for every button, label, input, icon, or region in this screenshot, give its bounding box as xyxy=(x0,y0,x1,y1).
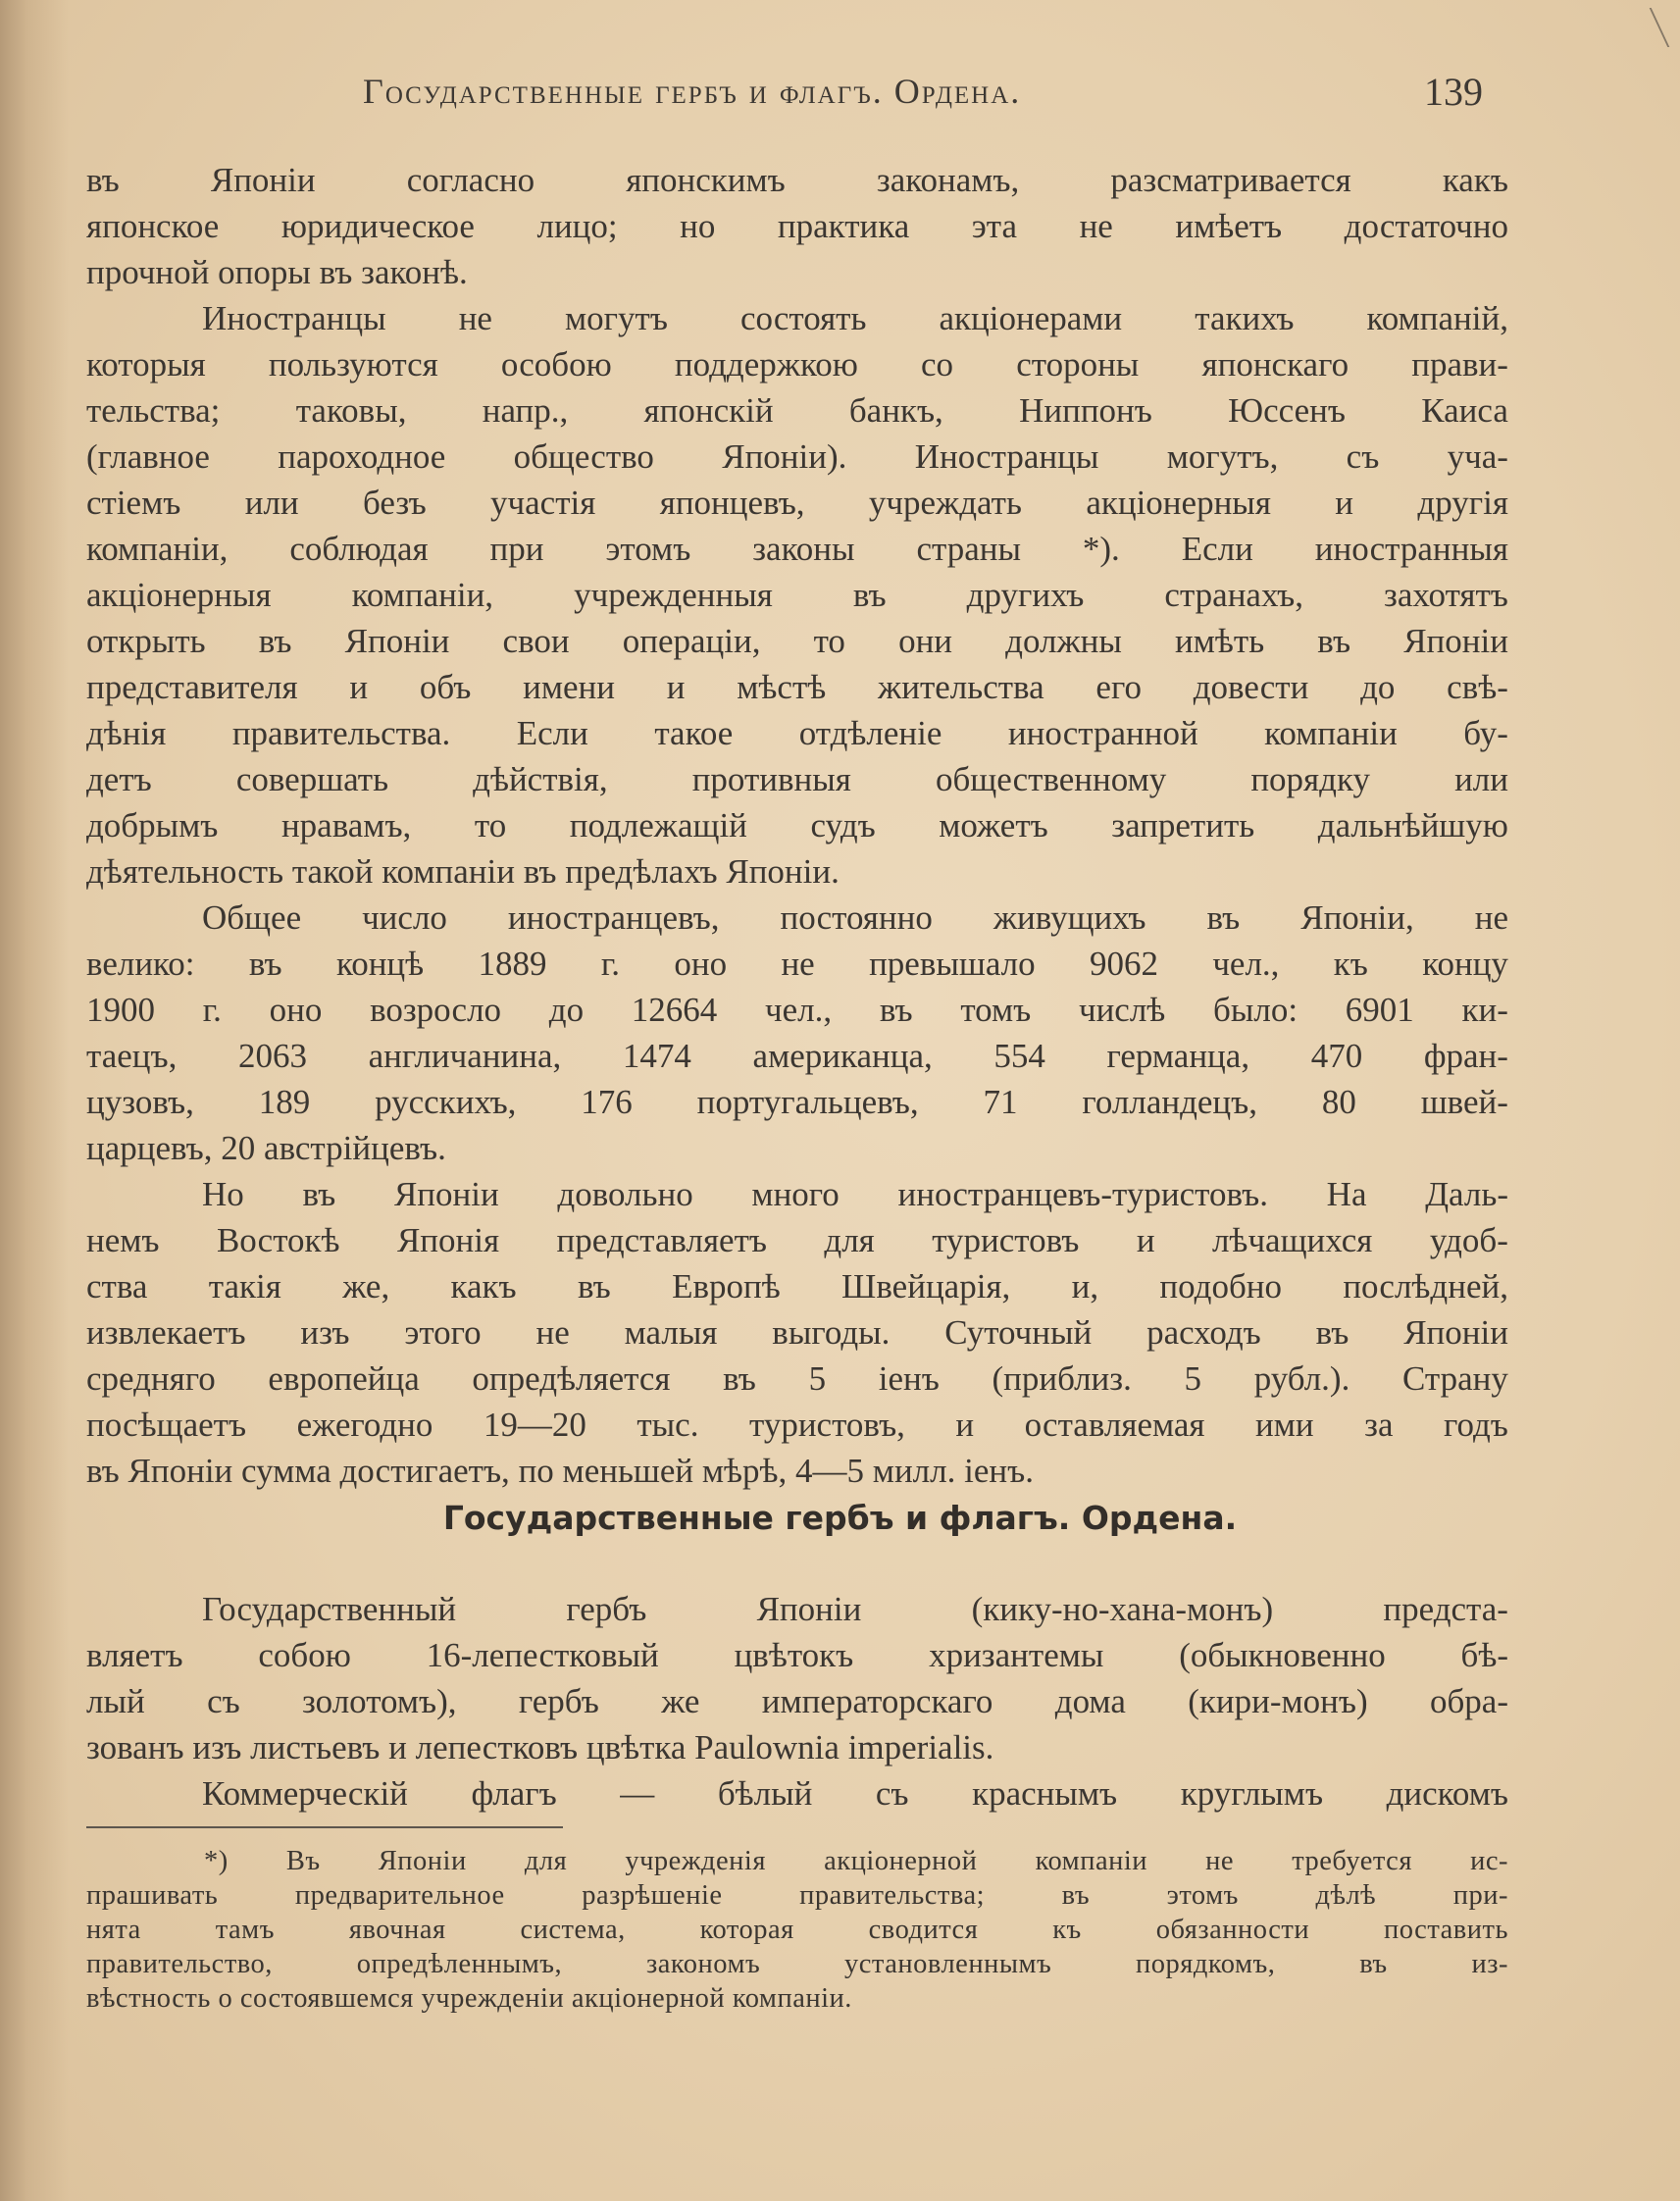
page-number: 139 xyxy=(1424,70,1483,114)
text-line: таецъ, 2063 англичанина, 1474 американца, 554 германца, 470 фран- xyxy=(86,1037,1508,1075)
text-line: велико: въ концѣ 1889 г. оно не превышало 9062 чел., къ концу xyxy=(86,945,1508,983)
text-line: лый съ золотомъ), гербъ же императорскаго дома (кири-монъ) обра- xyxy=(86,1682,1508,1720)
text-line: *) Въ Японіи для учрежденія акціонерной компаніи не требуется ис- xyxy=(204,1846,1508,1876)
text-line: Коммерческій флагъ — бѣлый съ краснымъ круглымъ дискомъ xyxy=(202,1774,1508,1813)
text-line: вѣстность о состоявшемся учрежденіи акціонерной компаніи. xyxy=(86,1983,852,2014)
text-line: прашивать предварительное разрѣшеніе правительства; въ этомъ дѣлѣ при- xyxy=(86,1880,1508,1911)
footnote xyxy=(86,1844,1508,2016)
text-line: стіемъ или безъ участія японцевъ, учреждать акціонерныя и другія xyxy=(86,484,1508,522)
text-line: которыя пользуются особою поддержкою со стороны японскаго прави- xyxy=(86,345,1508,384)
body-text xyxy=(86,157,1508,1494)
gutter-shadow xyxy=(0,0,69,2201)
text-line: цузовъ, 189 русскихъ, 176 португальцевъ, 71 голландецъ, 80 швей- xyxy=(86,1083,1508,1121)
text-line: прочной опоры въ законѣ. xyxy=(86,253,468,291)
footnote-rule xyxy=(86,1826,563,1828)
text-line: (главное пароходное общество Японіи). Иностранцы могутъ, съ уча- xyxy=(86,437,1508,476)
text-line: добрымъ нравамъ, то подлежащій судъ можетъ запретить дальнѣйшую xyxy=(86,806,1508,845)
text-line: въ Японіи согласно японскимъ законамъ, разсматривается какъ xyxy=(86,161,1508,199)
text-line: посѣщаетъ ежегодно 19—20 тыс. туристовъ, и оставляемая ими за годъ xyxy=(86,1406,1508,1444)
text-line: зованъ изъ листьевъ и лепестковъ цвѣтка Paulownia imperialis. xyxy=(86,1728,994,1766)
text-line: Иностранцы не могутъ состоять акціонерами такихъ компаній, xyxy=(202,299,1508,337)
text-line: Общее число иностранцевъ, постоянно живущихъ въ Японіи, не xyxy=(202,898,1508,937)
text-line: вляетъ собою 16-лепестковый цвѣтокъ хризантемы (обыкновенно бѣ- xyxy=(86,1636,1508,1674)
text-line: Государственный гербъ Японіи (кику-но-хана-монъ) предста- xyxy=(202,1590,1508,1628)
section-text xyxy=(86,1586,1508,1817)
text-line: Но въ Японіи довольно много иностранцевъ-туристовъ. На Даль- xyxy=(202,1175,1508,1213)
text-line: тельства; таковы, напр., японскій банкъ, Ниппонъ Юссенъ Каиса xyxy=(86,391,1508,430)
text-line: извлекаетъ изъ этого не малыя выгоды. Суточный расходъ въ Японіи xyxy=(86,1313,1508,1352)
text-line: нята тамъ явочная система, которая сводится къ обязанности поставить xyxy=(86,1915,1508,1945)
section-heading: Государственные гербъ и флагъ. Ордена. xyxy=(442,1499,1238,1537)
text-line: 1900 г. оно возросло до 12664 чел., въ томъ числѣ было: 6901 ки- xyxy=(86,991,1508,1029)
text-line: средняго европейца опредѣляется въ 5 іенъ (приблиз. 5 рубл.). Страну xyxy=(86,1359,1508,1398)
text-line: представителя и объ имени и мѣстѣ жительства его довести до свѣ- xyxy=(86,668,1508,706)
text-line: царцевъ, 20 австрійцевъ. xyxy=(86,1129,446,1167)
text-line: въ Японіи сумма достигаетъ, по меньшей мѣрѣ, 4—5 милл. іенъ. xyxy=(86,1452,1034,1490)
text-line: японское юридическое лицо; но практика эта не имѣетъ достаточно xyxy=(86,207,1508,245)
running-title: Государственные гербъ и флагъ. Ордена. xyxy=(363,72,1022,111)
text-line: открыть въ Японіи свои операціи, то они должны имѣть въ Японіи xyxy=(86,622,1508,660)
text-line: детъ совершать дѣйствія, противныя общественному порядку или xyxy=(86,760,1508,798)
corner-mark xyxy=(1650,8,1680,47)
text-line: дѣятельность такой компаніи въ предѣлахъ Японіи. xyxy=(86,852,840,891)
text-line: дѣнія правительства. Если такое отдѣленіе иностранной компаніи бу- xyxy=(86,714,1508,752)
text-line: акціонерныя компаніи, учрежденныя въ другихъ странахъ, захотятъ xyxy=(86,576,1508,614)
text-line: правительство, опредѣленнымъ, закономъ установленнымъ порядкомъ, въ из- xyxy=(86,1949,1508,1979)
text-line: ства такія же, какъ въ Европѣ Швейцарія, и, подобно послѣдней, xyxy=(86,1267,1508,1305)
text-line: компаніи, соблюдая при этомъ законы страны *). Если иностранныя xyxy=(86,530,1508,568)
text-line: немъ Востокѣ Японія представляетъ для туристовъ и лѣчащихся удоб- xyxy=(86,1221,1508,1259)
